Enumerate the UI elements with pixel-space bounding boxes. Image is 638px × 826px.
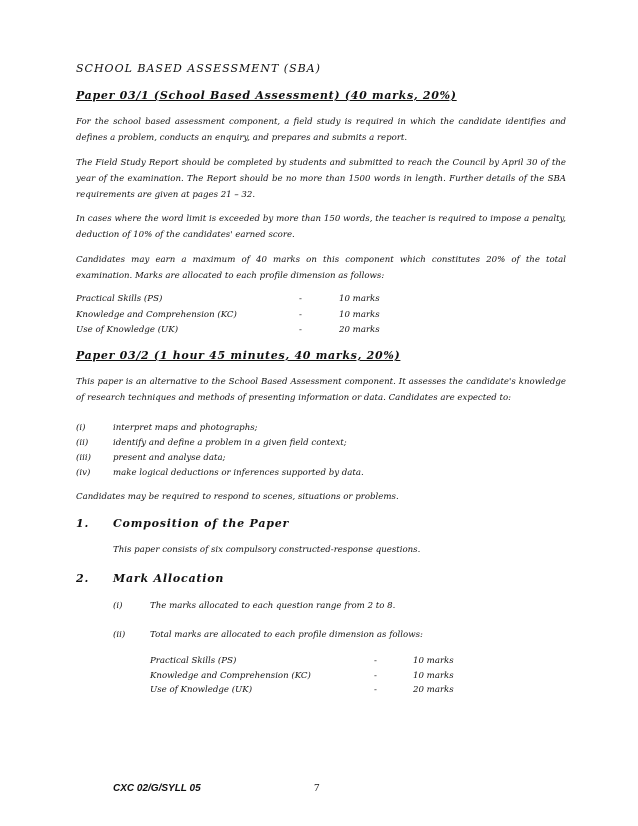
section-title: SCHOOL BASED ASSESSMENT (SBA) <box>76 62 321 75</box>
mark-dash: - <box>299 294 302 304</box>
list-item: identify and define a problem in a given field context; <box>113 438 347 448</box>
mark-value: 10 marks <box>413 656 454 666</box>
mark-dash: - <box>374 685 377 695</box>
list-item: present and analyse data; <box>113 453 226 463</box>
paragraph: In cases where the word limit is exceeded by more than 150 words, the teacher is required to impose a penalty, deduction of 10% of the candidates' earned score. <box>76 214 566 240</box>
mark-dash: - <box>299 310 302 320</box>
list-item: Total marks are allocated to each profile dimension as follows: <box>150 630 423 640</box>
paragraph: This paper consists of six compulsory constructed-response questions. <box>113 545 421 555</box>
paragraph: Candidates may earn a maximum of 40 marks on this component which constitutes 20% of the total examination. Marks are allocated to each profile dimension as follows: <box>76 255 566 281</box>
list-item: interpret maps and photographs; <box>113 423 258 433</box>
mark-dash: - <box>299 325 302 335</box>
mark-value: 10 marks <box>339 294 380 304</box>
section-number: 2. <box>76 572 90 585</box>
section-title: Mark Allocation <box>113 572 225 585</box>
page-number: 7 <box>314 782 320 794</box>
list-num: (i) <box>76 423 86 433</box>
mark-dash: - <box>374 671 377 681</box>
mark-value: 20 marks <box>339 325 380 335</box>
mark-value: 20 marks <box>413 685 454 695</box>
paragraph: Candidates may be required to respond to scenes, situations or problems. <box>76 492 399 502</box>
document-code: CXC 02/G/SYLL 05 <box>113 783 201 794</box>
mark-value: 10 marks <box>339 310 380 320</box>
list-num: (iv) <box>76 468 91 478</box>
section-number: 1. <box>76 517 90 530</box>
mark-label: Use of Knowledge (UK) <box>76 325 179 335</box>
mark-dash: - <box>374 656 377 666</box>
paragraph: This paper is an alternative to the School Based Assessment component. It assesses the candidate's knowledge of research techniques and methods of presenting information or data. Candidates are expected to: <box>76 377 566 403</box>
list-num: (ii) <box>76 438 89 448</box>
mark-label: Knowledge and Comprehension (KC) <box>150 671 311 681</box>
mark-label: Use of Knowledge (UK) <box>150 685 253 695</box>
paragraph: For the school based assessment component, a field study is required in which the candidate identifies and defines a problem, conducts an enquiry, and prepares and submits a report. <box>76 117 566 143</box>
mark-label: Knowledge and Comprehension (KC) <box>76 310 237 320</box>
paper-heading: Paper 03/2 (1 hour 45 minutes, 40 marks, 20%) <box>76 349 401 362</box>
mark-value: 10 marks <box>413 671 454 681</box>
list-num: (i) <box>113 601 123 611</box>
list-item: make logical deductions or inferences supported by data. <box>113 468 364 478</box>
paragraph: The Field Study Report should be completed by students and submitted to reach the Council by April 30 of the year of the examination. The Report should be no more than 1500 words in length. Further details of the SBA requirements are given at pages 21 – 32. <box>76 158 566 200</box>
mark-label: Practical Skills (PS) <box>150 656 237 666</box>
mark-label: Practical Skills (PS) <box>76 294 163 304</box>
section-title: Composition of the Paper <box>113 517 290 530</box>
list-num: (iii) <box>76 453 91 463</box>
list-num: (ii) <box>113 630 126 640</box>
list-item: The marks allocated to each question range from 2 to 8. <box>150 601 396 611</box>
paper-heading: Paper 03/1 (School Based Assessment) (40 marks, 20%) <box>76 89 457 102</box>
